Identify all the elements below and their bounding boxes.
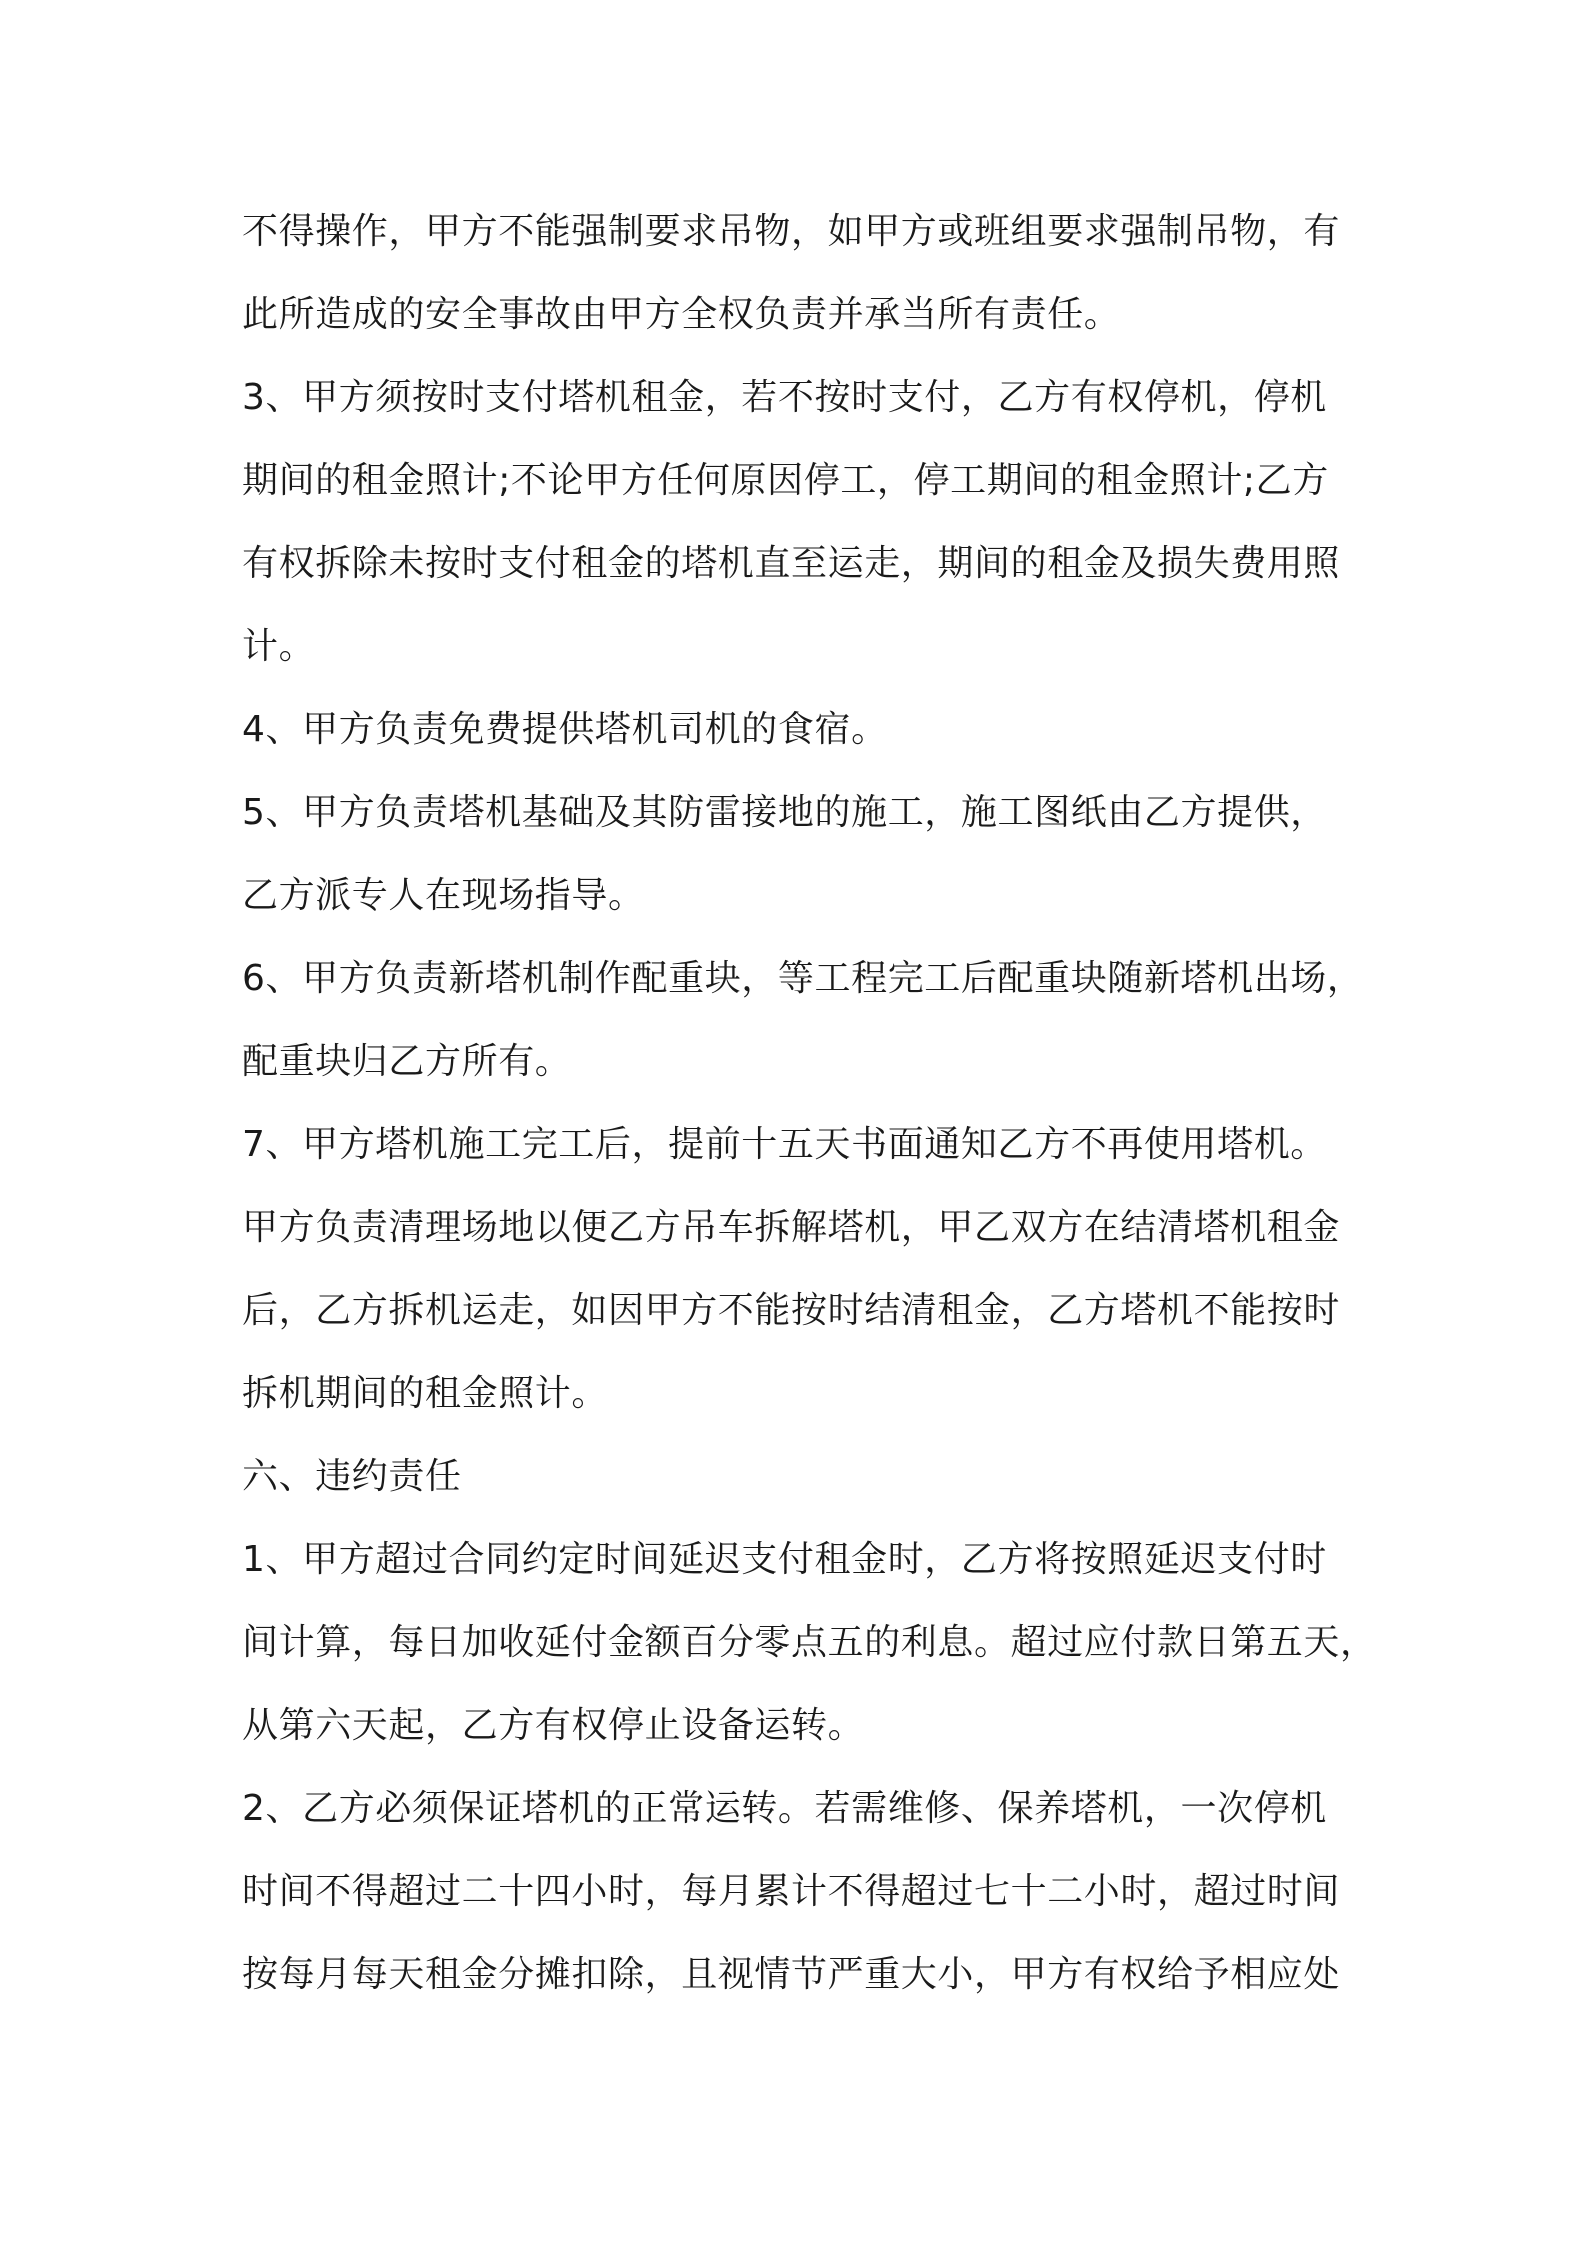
text-line: 期间的租金照计;不论甲方任何原因停工，停工期间的租金照计;乙方 bbox=[242, 460, 1329, 501]
text-line: 乙方派专人在现场指导。 bbox=[242, 875, 645, 916]
text-line: 间计算，每日加收延付金额百分零点五的利息。超过应付款日第五天， bbox=[242, 1622, 1377, 1663]
text-line: 6、甲方负责新塔机制作配重块，等工程完工后配重块随新塔机出场， bbox=[242, 958, 1364, 999]
text-line: 配重块归乙方所有。 bbox=[242, 1041, 572, 1082]
text-line: 按每月每天租金分摊扣除，且视情节严重大小，甲方有权给予相应处 bbox=[242, 1954, 1341, 1995]
text-line: 7、甲方塔机施工完工后，提前十五天书面通知乙方不再使用塔机。 bbox=[242, 1124, 1327, 1165]
text-line: 1、甲方超过合同约定时间延迟支付租金时，乙方将按照延迟支付时 bbox=[242, 1539, 1327, 1580]
text-line: 有权拆除未按时支付租金的塔机直至运走，期间的租金及损失费用照 bbox=[242, 543, 1341, 584]
text-line: 3、甲方须按时支付塔机租金，若不按时支付，乙方有权停机，停机 bbox=[242, 377, 1327, 418]
section-heading: 六、违约责任 bbox=[242, 1456, 462, 1497]
text-line: 拆机期间的租金照计。 bbox=[242, 1373, 609, 1414]
text-line: 甲方负责清理场地以便乙方吊车拆解塔机，甲乙双方在结清塔机租金 bbox=[242, 1207, 1341, 1248]
text-line: 2、乙方必须保证塔机的正常运转。若需维修、保养塔机，一次停机 bbox=[242, 1788, 1327, 1829]
text-line: 此所造成的安全事故由甲方全权负责并承当所有责任。 bbox=[242, 294, 1121, 335]
text-line: 计。 bbox=[242, 626, 316, 667]
text-line: 不得操作，甲方不能强制要求吊物，如甲方或班组要求强制吊物，有 bbox=[242, 211, 1341, 252]
text-line: 从第六天起，乙方有权停止设备运转。 bbox=[242, 1705, 865, 1746]
text-line: 时间不得超过二十四小时，每月累计不得超过七十二小时，超过时间 bbox=[242, 1871, 1341, 1912]
document-body bbox=[242, 200, 1377, 2026]
text-line: 5、甲方负责塔机基础及其防雷接地的施工，施工图纸由乙方提供， bbox=[242, 792, 1327, 833]
text-line: 4、甲方负责免费提供塔机司机的食宿。 bbox=[242, 709, 888, 750]
text-line: 后，乙方拆机运走，如因甲方不能按时结清租金，乙方塔机不能按时 bbox=[242, 1290, 1341, 1331]
